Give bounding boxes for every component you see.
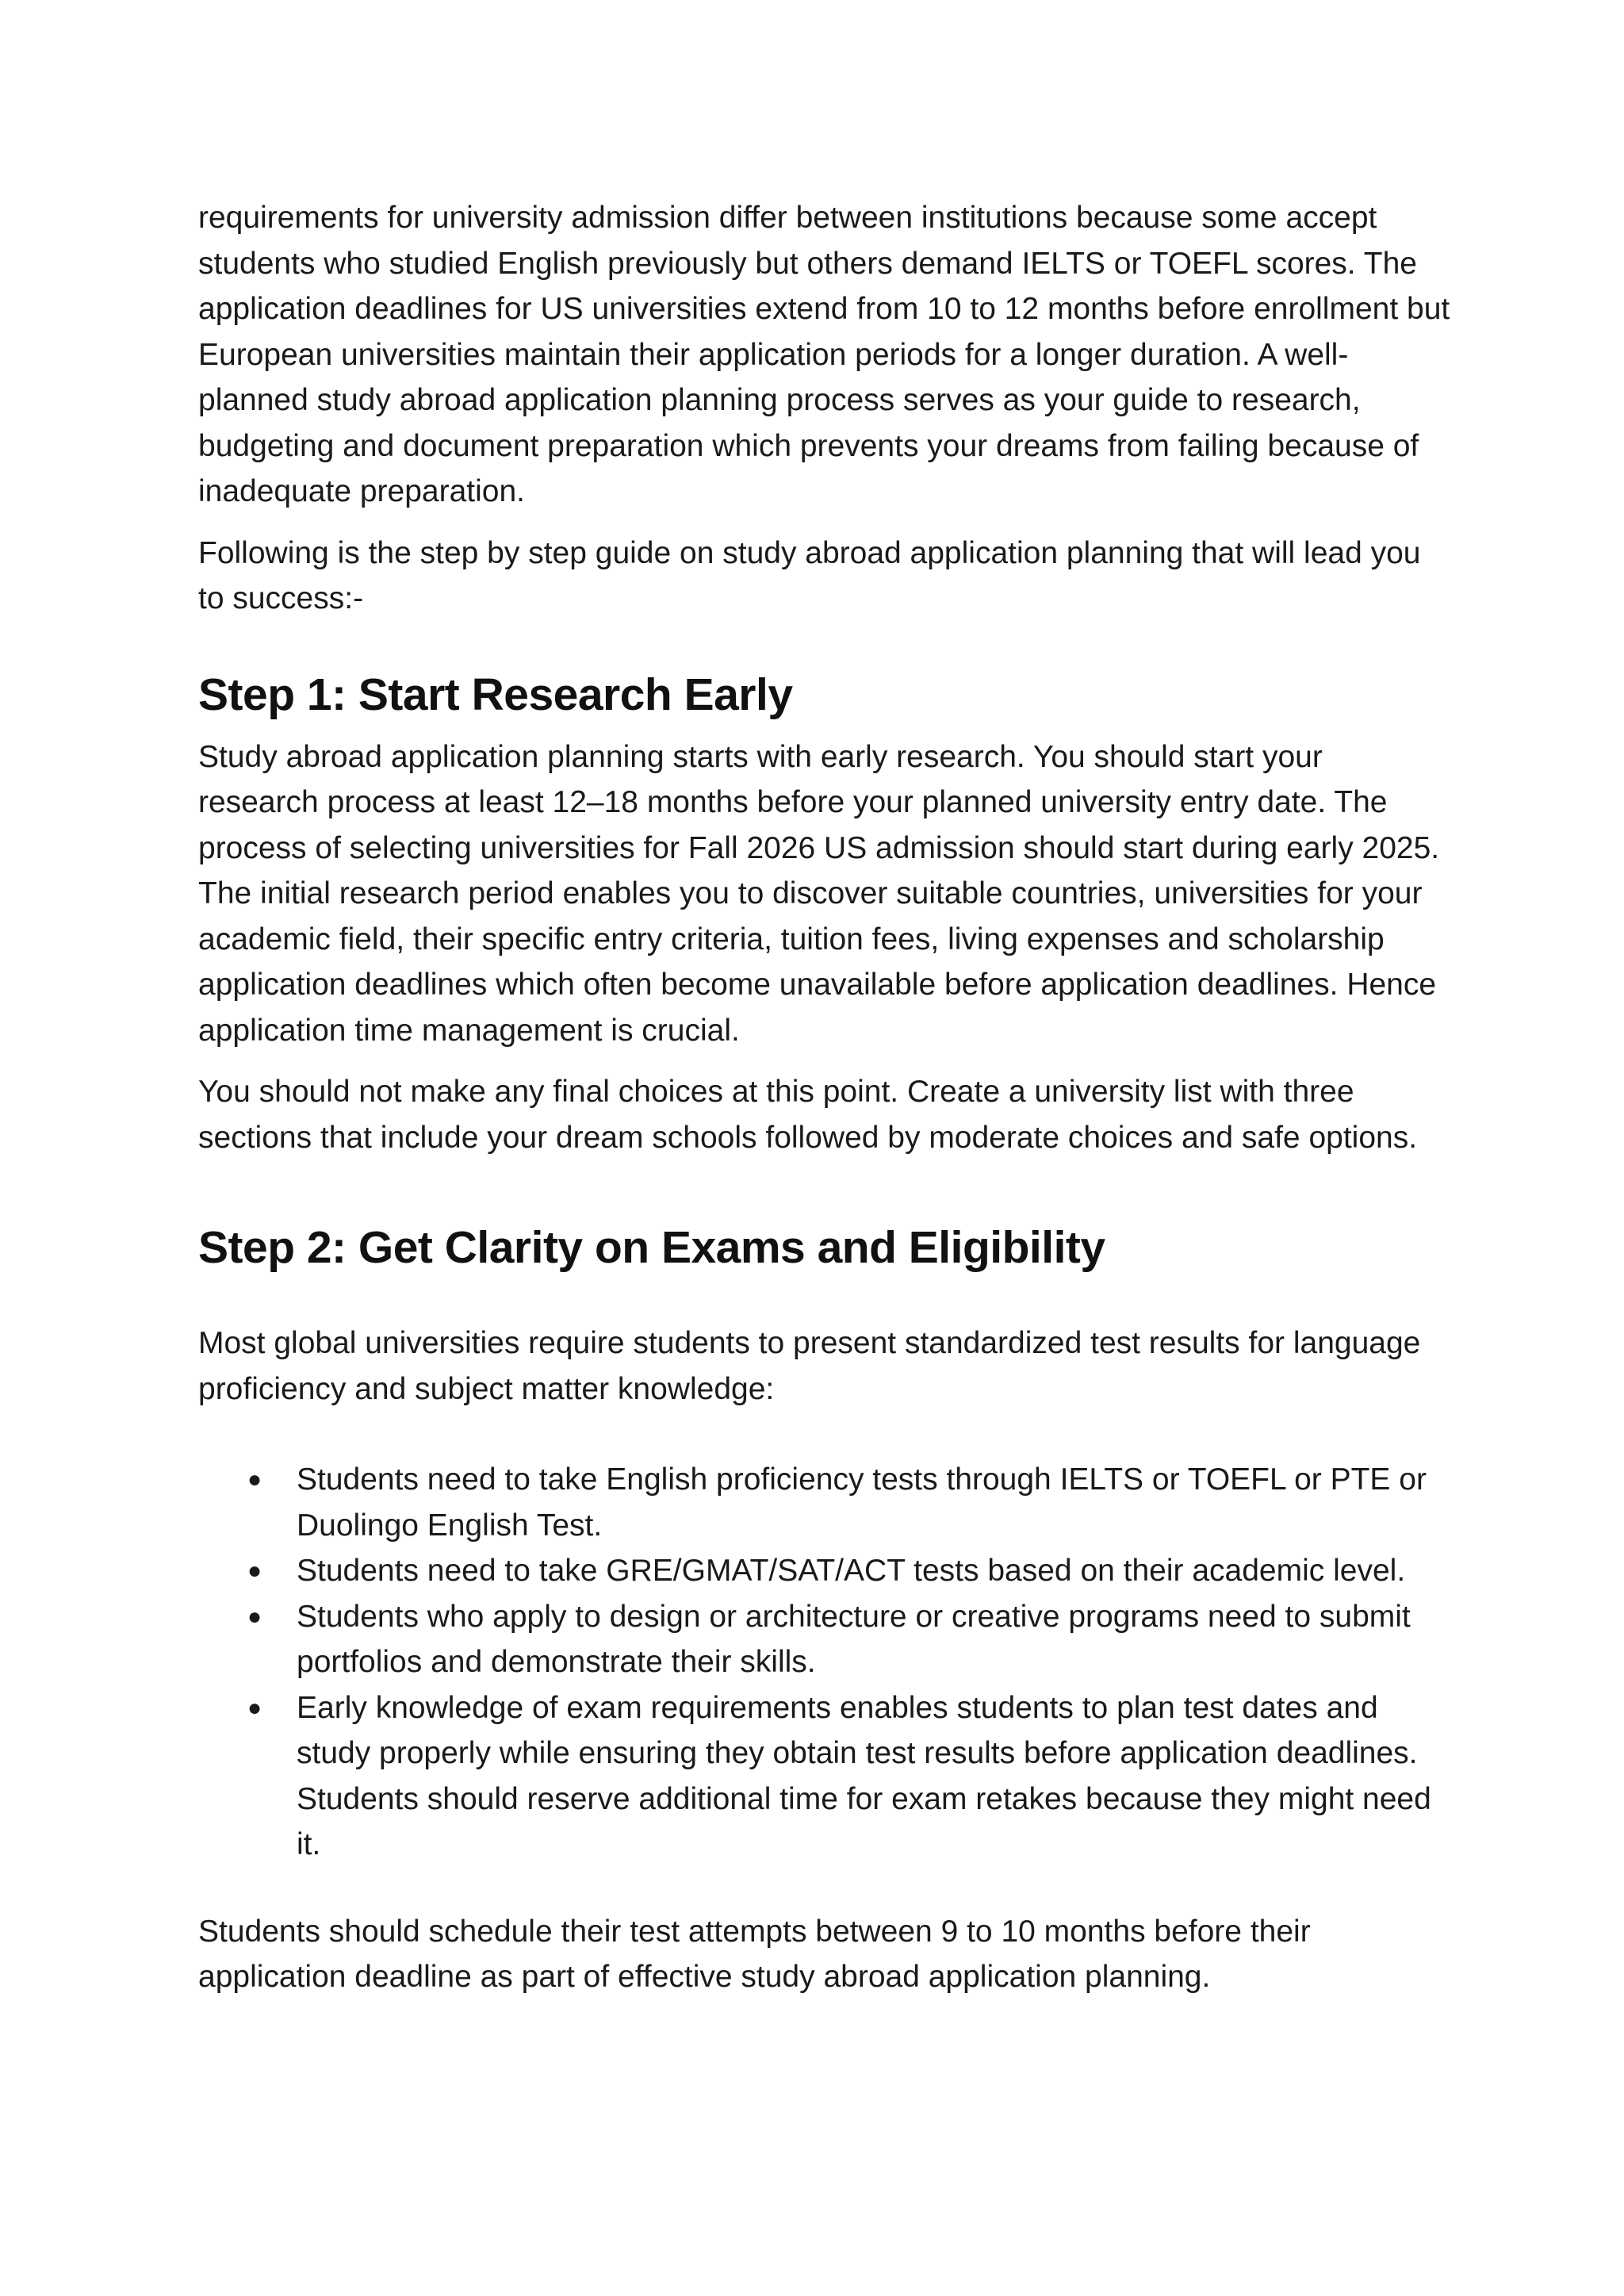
- list-item-text: Students who apply to design or architecture or creative programs need to submit portfolios and demonstrate their skills.: [297, 1599, 1411, 1679]
- step-2-intro-paragraph: Most global universities require students to present standardized test results for language proficiency and subject matter knowledge:: [198, 1326, 1421, 1406]
- list-item: [198, 1457, 1451, 1548]
- document-page: [198, 195, 1451, 2000]
- list-item: [198, 1548, 1451, 1594]
- intro-paragraph: requirements for university admission differ between institutions because some accept students who studied English previously but others demand IELTS or TOEFL scores. The application deadlines for US universities extend from 10 to 12 months before enrollment but European universities maintain their application periods for a longer duration. A well-planned study abroad application planning process serves as your guide to research, budgeting and document preparation which prevents your dreams from failing because of inadequate preparation.: [198, 201, 1450, 508]
- bullet-icon: ●: [247, 1466, 262, 1493]
- exam-requirements-list: [198, 1457, 1451, 1868]
- list-item-text: Students need to take English proficiency tests through IELTS or TOEFL or PTE or Duolingo English Test.: [297, 1462, 1427, 1543]
- step-2-closing-paragraph: Students should schedule their test attempts between 9 to 10 months before their application deadline as part of effective study abroad application planning.: [198, 1914, 1311, 1994]
- guide-lead-paragraph: Following is the step by step guide on study abroad application planning that will lead you to success:-: [198, 535, 1421, 615]
- step-1-heading: Step 1: Start Research Early: [198, 669, 793, 720]
- list-item-text: Early knowledge of exam requirements enables students to plan test dates and study properly while ensuring they obtain test results before application deadlines. Students should reserve additional time for exam retakes because they might need it.: [297, 1690, 1431, 1861]
- step-2-heading: Step 2: Get Clarity on Exams and Eligibility: [198, 1222, 1105, 1273]
- step-1-paragraph-2: You should not make any final choices at this point. Create a university list with three sections that include your dream schools followed by moderate choices and safe options.: [198, 1075, 1418, 1155]
- list-item-text: Students need to take GRE/GMAT/SAT/ACT tests based on their academic level.: [297, 1554, 1406, 1588]
- bullet-icon: ●: [247, 1603, 262, 1630]
- list-item: [198, 1685, 1451, 1868]
- step-1-paragraph: Study abroad application planning starts with early research. You should start your research process at least 12–18 months before your planned university entry date. The process of selecting universities for Fall 2026 US admission should start during early 2025. The initial research period enables you to discover suitable countries, universities for your academic field, their specific entry criteria, tuition fees, living expenses and scholarship application deadlines which often become unavailable before application deadlines. Hence application time management is crucial.: [198, 739, 1440, 1048]
- list-item: [198, 1594, 1451, 1685]
- bullet-icon: ●: [247, 1694, 262, 1721]
- bullet-icon: ●: [247, 1558, 262, 1584]
